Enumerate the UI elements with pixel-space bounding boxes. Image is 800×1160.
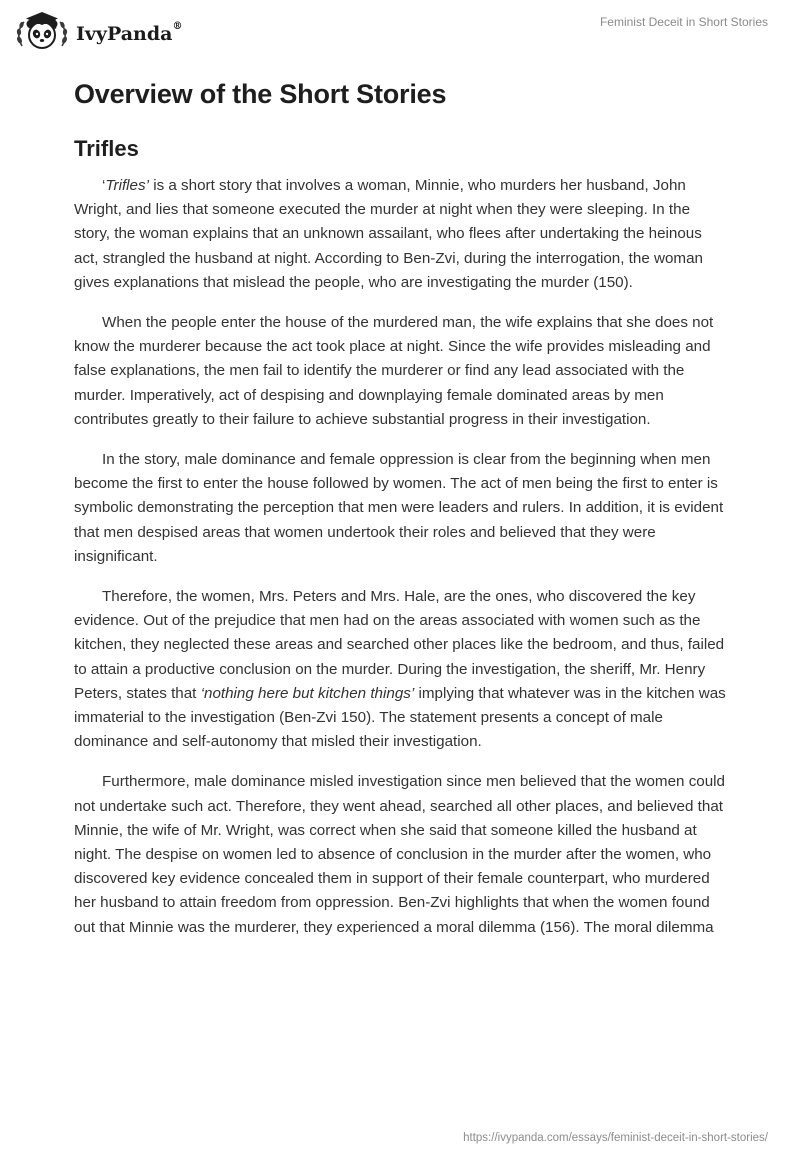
paragraph-4-lead: Therefore, the women, Mrs. Peters and Mrs. Hale, are the ones, who discovered the key evidence. Out of the prejudice that men had on the areas associated with women such as the kitchen, they neglected these areas and searched other places like the bedroom, and thus, failed to attain a productive conclusion on the murder. During the investigation, the sheriff, Mr. Henry Peters, states that (74, 588, 725, 702)
paragraph-1-text: is a short story that involves a woman, Minnie, who murders her husband, John Wright, and lies that someone executed the murder at night when they were sleeping. In the story, the woman explains that an unknown assailant, who flees after undertaking the heinous act, strangled the husband at night. According to Ben-Zvi, during the interrogation, the woman gives explanations that mislead the people, who are investigating the murder (150). (74, 177, 703, 291)
article-body (74, 70, 726, 956)
paragraph-5: Furthermore, male dominance misled investigation since men believed that the women could not undertake such act. Therefore, they went ahead, searched all other places, and believed that Minnie, the wife of Mr. Wright, was correct when she said that someone killed the husband at night. The despise on women led to absence of conclusion in the murder after the women, who discovered key evidence concealed them in support of their female counterpart, who murdered her husband to attain freedom from oppression. Ben-Zvi highlights that when the women found out that Minnie was the murderer, they experienced a moral dilemma (156). The moral dilemma (74, 773, 726, 936)
section-heading: Trifles (74, 136, 139, 161)
source-url-link[interactable]: https://ivypanda.com/essays/feminist-deceit-in-short-stories/ (463, 1132, 768, 1144)
panda-graduate-icon (14, 10, 70, 54)
paragraph-4 (74, 585, 726, 754)
running-title: Feminist Deceit in Short Stories (599, 15, 768, 29)
ivypanda-logo[interactable] (14, 10, 182, 54)
quote-mark: ‘ (102, 177, 106, 194)
logo-name: IvyPanda (76, 23, 173, 45)
logo-registered-mark: ® (172, 21, 183, 32)
paragraph-2: When the people enter the house of the murdered man, the wife explains that she does not know the murderer because the act took place at night. Since the wife provides misleading and false explanations, the men fail to identify the murderer or find any lead associated with the murder. Imperatively, act of despising and downplaying female dominated areas by men contributes greatly to their failure to achieve substantial progress in their investigation. (74, 314, 714, 428)
page-title: Overview of the Short Stories (74, 79, 447, 109)
paragraph-1 (74, 174, 726, 295)
paragraph-3: In the story, male dominance and female oppression is clear from the beginning when men become the first to enter the house followed by women. The act of men being the first to enter is symbolic demonstrating the perception that men were leaders and rulers. In addition, it is evident that men despised areas that women undertook their roles and believed that they were insignificant. (74, 451, 724, 565)
story-title: Trifles’ (105, 177, 149, 194)
paragraph-4-tail: implying that whatever was in the kitchen was immaterial to the investigation (Ben-Zvi 150). The statement presents a concept of male dominance and self-autonomy that misled their investigation. (74, 684, 726, 751)
logo-wordmark (76, 23, 182, 45)
sheriff-quote: ‘nothing here but kitchen things’ (200, 684, 415, 702)
